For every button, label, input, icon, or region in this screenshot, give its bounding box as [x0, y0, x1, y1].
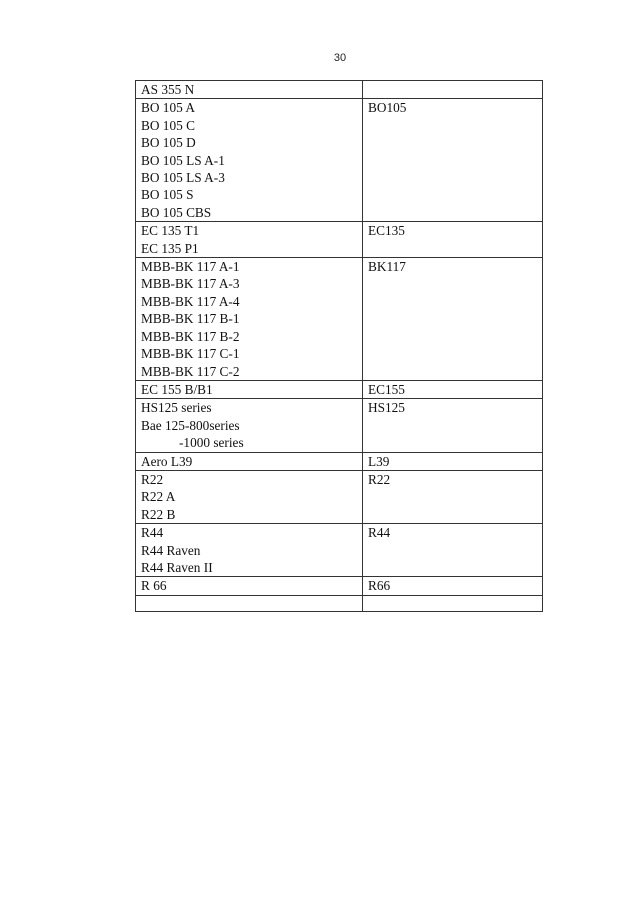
model-name: R44 — [141, 525, 164, 541]
type-code: HS125 — [368, 400, 405, 416]
table-row — [136, 577, 543, 595]
model-cell — [136, 81, 363, 99]
table-row — [136, 258, 543, 381]
model-cell — [136, 222, 363, 258]
model-name: -1000 series — [179, 435, 244, 451]
model-name: R22 B — [141, 506, 176, 522]
type-code-cell — [363, 380, 543, 398]
model-name: MBB-BK 117 B-1 — [141, 311, 240, 327]
type-code-cell — [363, 577, 543, 595]
model-name: BO 105 D — [141, 135, 196, 151]
aircraft-type-table — [135, 80, 543, 612]
model-cell — [136, 399, 363, 452]
model-name: BO 105 S — [141, 187, 194, 203]
type-code-cell — [363, 258, 543, 381]
model-name: Aero L39 — [141, 453, 193, 469]
table-row — [136, 222, 543, 258]
model-cell — [136, 99, 363, 222]
type-code-cell — [363, 81, 543, 99]
model-name: R 66 — [141, 578, 167, 594]
model-name: MBB-BK 117 C-2 — [141, 363, 240, 379]
table-row — [136, 380, 543, 398]
model-name: EC 135 T1 — [141, 223, 200, 239]
type-code-cell — [363, 524, 543, 577]
type-code: L39 — [368, 453, 390, 469]
type-code-cell — [363, 99, 543, 222]
table-row — [136, 399, 543, 452]
table-row — [136, 524, 543, 577]
model-name: EC 155 B/B1 — [141, 381, 213, 397]
model-name: MBB-BK 117 A-1 — [141, 259, 240, 275]
model-cell — [136, 380, 363, 398]
type-code: BK117 — [368, 259, 406, 275]
table-row — [136, 470, 543, 523]
page-number: 30 — [333, 52, 347, 64]
model-name: BO 105 LS A-1 — [141, 152, 225, 168]
type-code: EC155 — [368, 381, 405, 397]
model-name: BO 105 A — [141, 100, 195, 116]
model-name: HS125 series — [141, 400, 212, 416]
type-code-cell — [363, 452, 543, 470]
type-code: BO105 — [368, 100, 407, 116]
table-row — [136, 595, 543, 611]
model-name: BO 105 CBS — [141, 204, 212, 220]
model-name: BO 105 LS A-3 — [141, 170, 225, 186]
type-code: R22 — [368, 471, 391, 487]
type-code-cell — [363, 470, 543, 523]
type-code-cell — [363, 595, 543, 611]
type-code-cell — [363, 399, 543, 452]
type-code: R44 — [368, 525, 391, 541]
table-body — [136, 81, 543, 612]
model-cell — [136, 524, 363, 577]
model-name: R22 — [141, 471, 164, 487]
type-code: R66 — [368, 578, 391, 594]
model-name: R44 Raven — [141, 542, 201, 558]
table-row — [136, 81, 543, 99]
model-name: Bae 125-800series — [141, 417, 240, 433]
model-name: MBB-BK 117 B-2 — [141, 328, 240, 344]
model-name: R22 A — [141, 489, 176, 505]
model-name: R44 Raven II — [141, 559, 213, 575]
table-row — [136, 452, 543, 470]
table-row — [136, 99, 543, 222]
model-name: MBB-BK 117 C-1 — [141, 346, 240, 362]
model-name: EC 135 P1 — [141, 240, 199, 256]
model-name: BO 105 C — [141, 117, 195, 133]
model-cell — [136, 470, 363, 523]
model-name: MBB-BK 117 A-4 — [141, 293, 240, 309]
model-name: MBB-BK 117 A-3 — [141, 276, 240, 292]
type-code-cell — [363, 222, 543, 258]
model-cell — [136, 595, 363, 611]
model-cell — [136, 577, 363, 595]
model-cell — [136, 452, 363, 470]
model-cell — [136, 258, 363, 381]
model-name: AS 355 N — [141, 82, 195, 97]
type-code: EC135 — [368, 223, 405, 239]
